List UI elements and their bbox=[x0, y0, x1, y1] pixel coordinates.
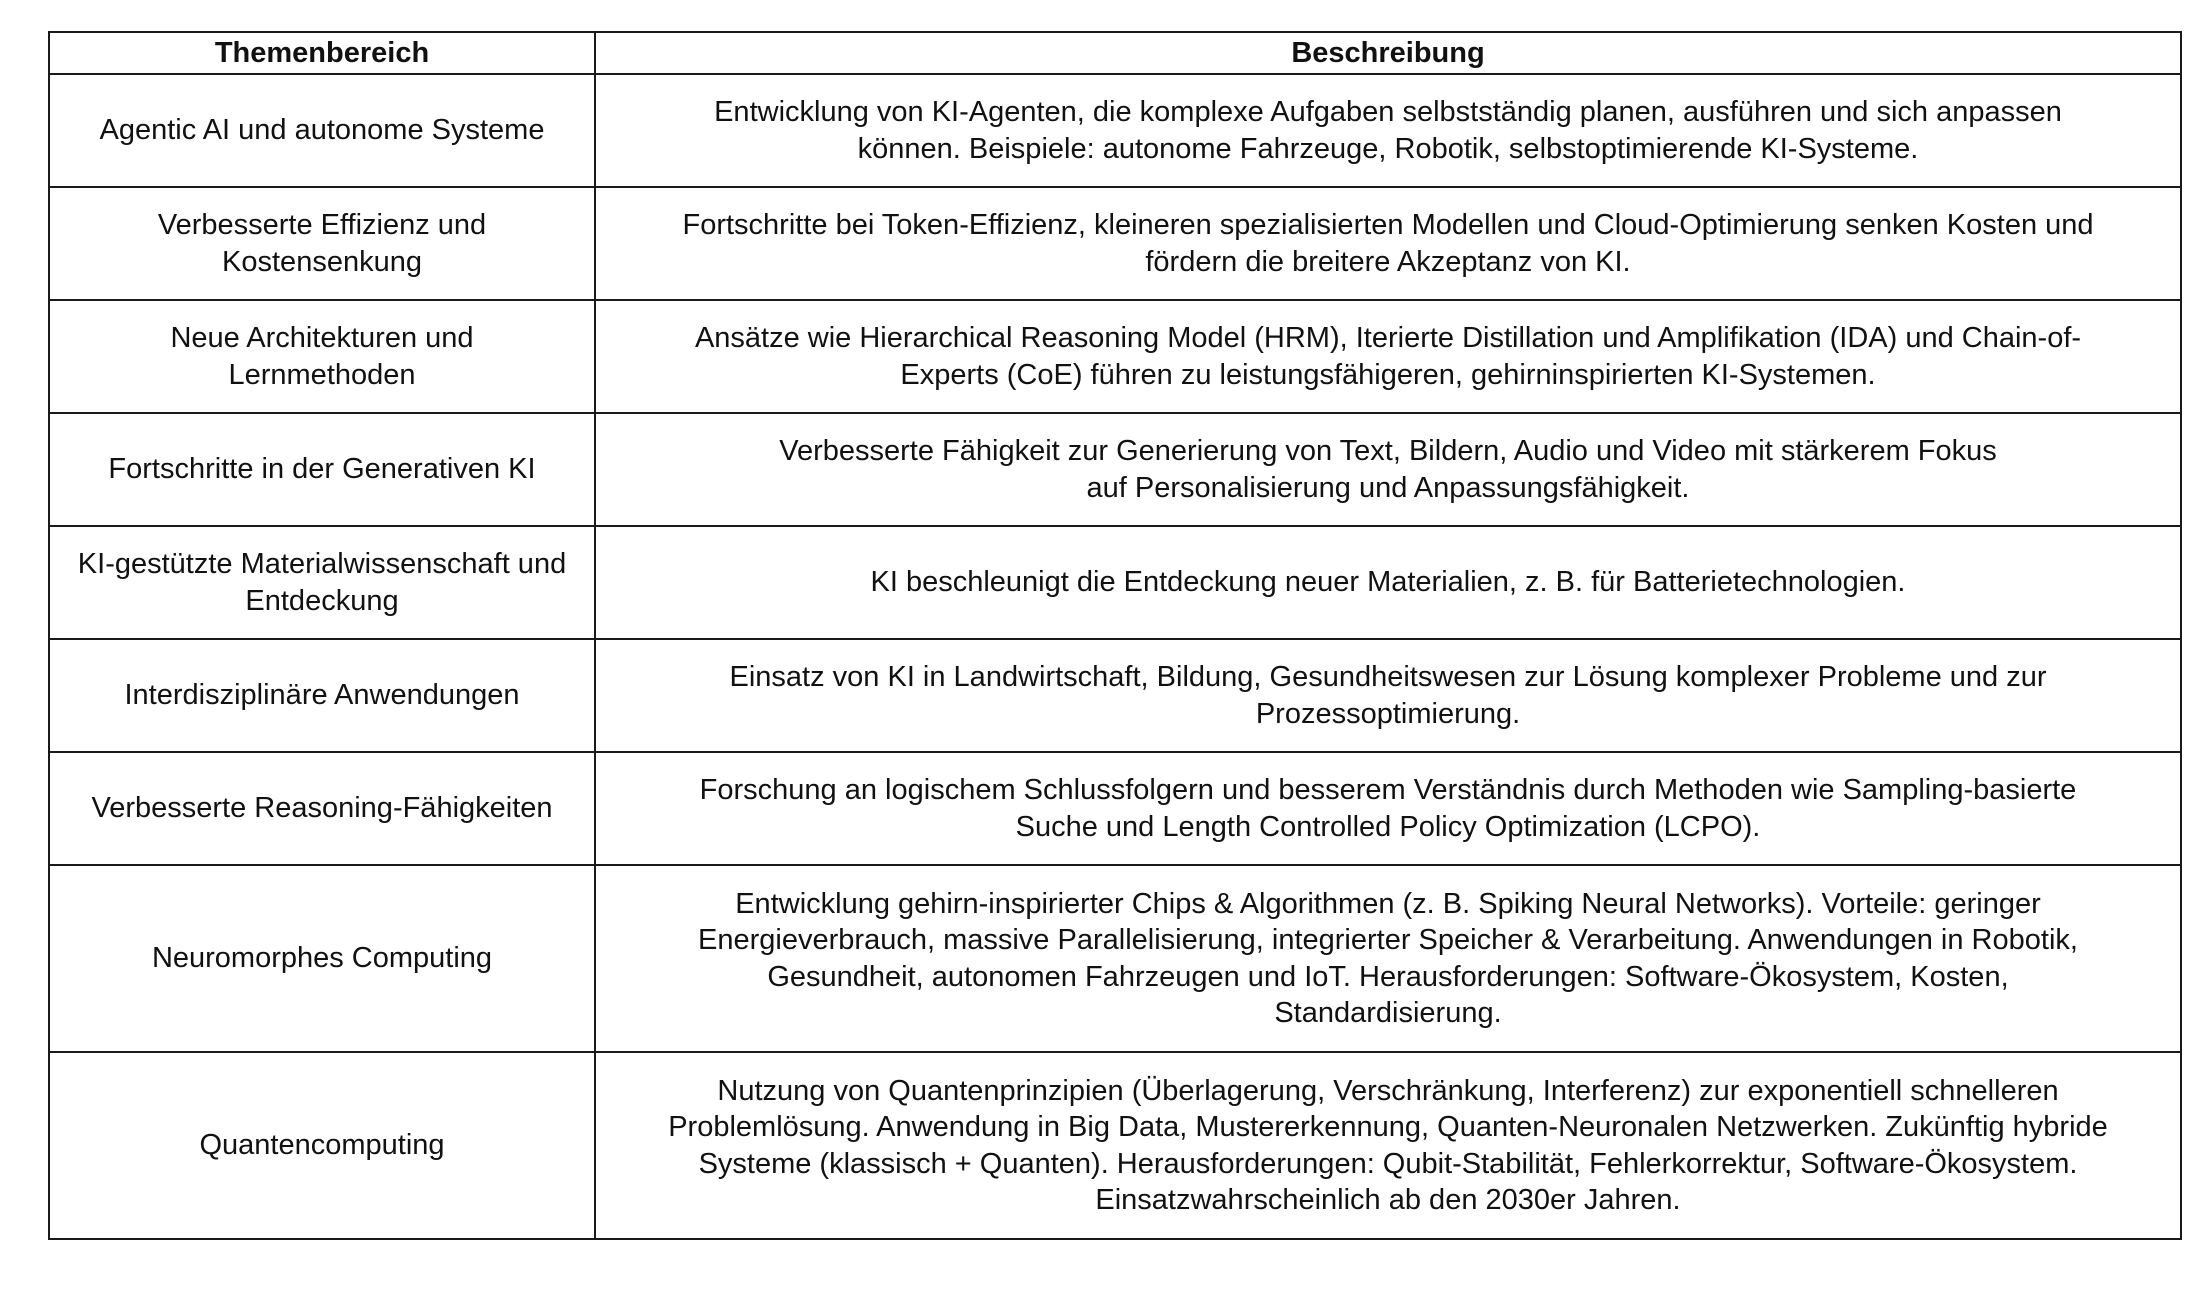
table-row bbox=[49, 187, 2181, 300]
column-header-description: Beschreibung bbox=[595, 32, 2181, 74]
topic-cell: Neuromorphes Computing bbox=[49, 865, 595, 1052]
topic-cell: Agentic AI und autonome Systeme bbox=[49, 74, 595, 187]
topic-cell: Neue Architekturen und Lernmethoden bbox=[49, 300, 595, 413]
description-cell: Forschung an logischem Schlussfolgern und besserem Verständnis durch Methoden wie Sampling-basierte Suche und Length Controlled Policy Optimization (LCPO). bbox=[595, 752, 2181, 865]
table-row bbox=[49, 1052, 2181, 1239]
topic-cell: Quantencomputing bbox=[49, 1052, 595, 1239]
table-row bbox=[49, 74, 2181, 187]
description-cell: Einsatz von KI in Landwirtschaft, Bildung, Gesundheitswesen zur Lösung komplexer Probleme und zur Prozessoptimierung. bbox=[595, 639, 2181, 752]
description-cell: Verbesserte Fähigkeit zur Generierung von Text, Bildern, Audio und Video mit stärkerem Fokus auf Personalisierung und Anpassungsfähigkeit. bbox=[595, 413, 2181, 526]
column-header-topic: Themenbereich bbox=[49, 32, 595, 74]
table-header-row bbox=[49, 32, 2181, 74]
description-cell: Nutzung von Quantenprinzipien (Überlagerung, Verschränkung, Interferenz) zur exponentiell schnelleren Problemlösung. Anwendung in Big Data, Mustererkennung, Quanten-Neuronalen Netzwerken. Zukünftig hybride Systeme (klassisch + Quanten). Herausforderungen: Qubit-Stabilität, Fehlerkorrektur, Software-Ökosystem. Einsatzwahrscheinlich ab den 2030er Jahren. bbox=[595, 1052, 2181, 1239]
topic-cell: Verbesserte Effizienz und Kostensenkung bbox=[49, 187, 595, 300]
topics-table bbox=[48, 31, 2182, 1240]
topic-cell: KI-gestützte Materialwissenschaft und Entdeckung bbox=[49, 526, 595, 639]
description-cell: Fortschritte bei Token-Effizienz, kleineren spezialisierten Modellen und Cloud-Optimierung senken Kosten und fördern die breitere Akzeptanz von KI. bbox=[595, 187, 2181, 300]
table-row bbox=[49, 639, 2181, 752]
description-cell: Entwicklung gehirn-inspirierter Chips & Algorithmen (z. B. Spiking Neural Networks). Vorteile: geringer Energieverbrauch, massive Parallelisierung, integrierter Speicher & Verarbeitung. Anwendungen in Robotik, Gesundheit, autonomen Fahrzeugen und IoT. Herausforderungen: Software-Ökosystem, Kosten, Standardisierung. bbox=[595, 865, 2181, 1052]
table-row bbox=[49, 300, 2181, 413]
table-row bbox=[49, 526, 2181, 639]
table-row bbox=[49, 752, 2181, 865]
description-cell: KI beschleunigt die Entdeckung neuer Materialien, z. B. für Batterietechnologien. bbox=[595, 526, 2181, 639]
topic-cell: Interdisziplinäre Anwendungen bbox=[49, 639, 595, 752]
table-row bbox=[49, 413, 2181, 526]
description-cell: Ansätze wie Hierarchical Reasoning Model (HRM), Iterierte Distillation und Amplifikation (IDA) und Chain-of- Experts (CoE) führen zu leistungsfähigeren, gehirninspirierten KI-Systemen. bbox=[595, 300, 2181, 413]
topic-cell: Verbesserte Reasoning-Fähigkeiten bbox=[49, 752, 595, 865]
topic-cell: Fortschritte in der Generativen KI bbox=[49, 413, 595, 526]
table-row bbox=[49, 865, 2181, 1052]
description-cell: Entwicklung von KI-Agenten, die komplexe Aufgaben selbstständig planen, ausführen und sich anpassen können. Beispiele: autonome Fahrzeuge, Robotik, selbstoptimierende KI-Systeme. bbox=[595, 74, 2181, 187]
